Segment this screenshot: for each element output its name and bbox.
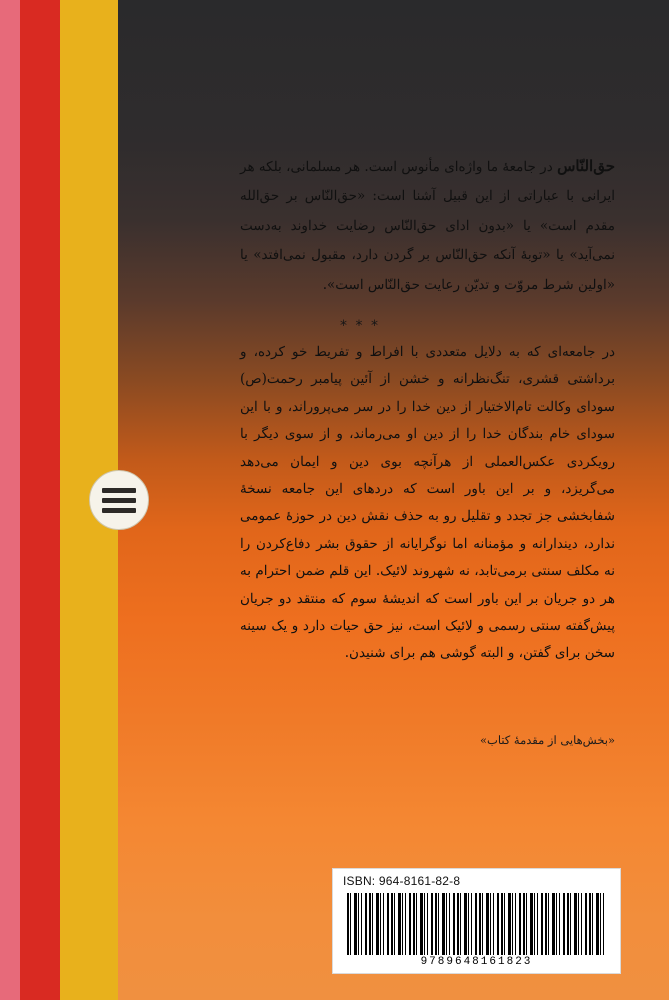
barcode-digits: 9789648161823 (420, 956, 533, 968)
publisher-logo-icon (89, 470, 149, 530)
barcode-icon (347, 893, 605, 955)
intro-paragraph (240, 152, 615, 300)
barcode-box (332, 868, 621, 974)
pink-stripe (0, 0, 20, 1000)
logo-bar (102, 488, 136, 493)
intro-lead-word: حق‌النّاس (557, 157, 615, 175)
logo-bar (102, 508, 136, 513)
red-stripe (20, 0, 60, 1000)
intro-text: در جامعهٔ ما واژه‌ای مأنوس است. هر مسلمانی، بلکه هر ایرانی با عباراتی از این قبیل آشنا است: «حق‌النّاس بر حق‌الله مقدم است» یا «بدون ادای حق‌النّاس رضایت خداوند به‌دست نمی‌آید» یا «توبهٔ آنکه حق‌النّاس بر گردن دارد، مقبول نمی‌افتد» یا «اولین شرط مروّت و تدیّن رعایت حق‌النّاس است». (240, 159, 615, 293)
section-separator: * * * (340, 318, 380, 334)
body-paragraph: در جامعه‌ای که به دلایل متعددی با افراط و تفریط خو کرده، و برداشتی قشری، تنگ‌نظرانه و خشن از آئین پیامبر رحمت(ص) سودای وکالت تام‌الاختیار از دین خدا را در سر می‌پروراند، و با این سودای خام بندگان خدا را از دین او می‌رماند، و از سوی دیگر با رویکردی عکس‌العملی از هرآنچه بوی دین و ایمان می‌دهد می‌گریزد، و بر این باور است که دردهای این جامعه نسخهٔ شفابخشی جز تجدد و تقلیل رو به حذف نقش دین در حوزهٔ عمومی ندارد، دیندارانه و مؤمنانه اما نوگرایانه از حقوق بشر دفاع‌کردن را نه مکلف سنتی برمی‌تابد، نه شهروند لائیک. این قلم ضمن احترام به هر دو جریان بر این باور است که اندیشهٔ سوم که منتقد دو جریان پیش‌گفته سنتی رسمی و لائیک است، نیز حق حیات دارد و یک سینه سخن برای گفتن، و البته گوشی هم برای شنیدن. (240, 344, 615, 662)
source-note: «بخش‌هایی از مقدمهٔ کتاب» (479, 733, 615, 747)
isbn-label: ISBN: 964-8161-82-8 (343, 874, 461, 888)
logo-bar (102, 498, 136, 503)
